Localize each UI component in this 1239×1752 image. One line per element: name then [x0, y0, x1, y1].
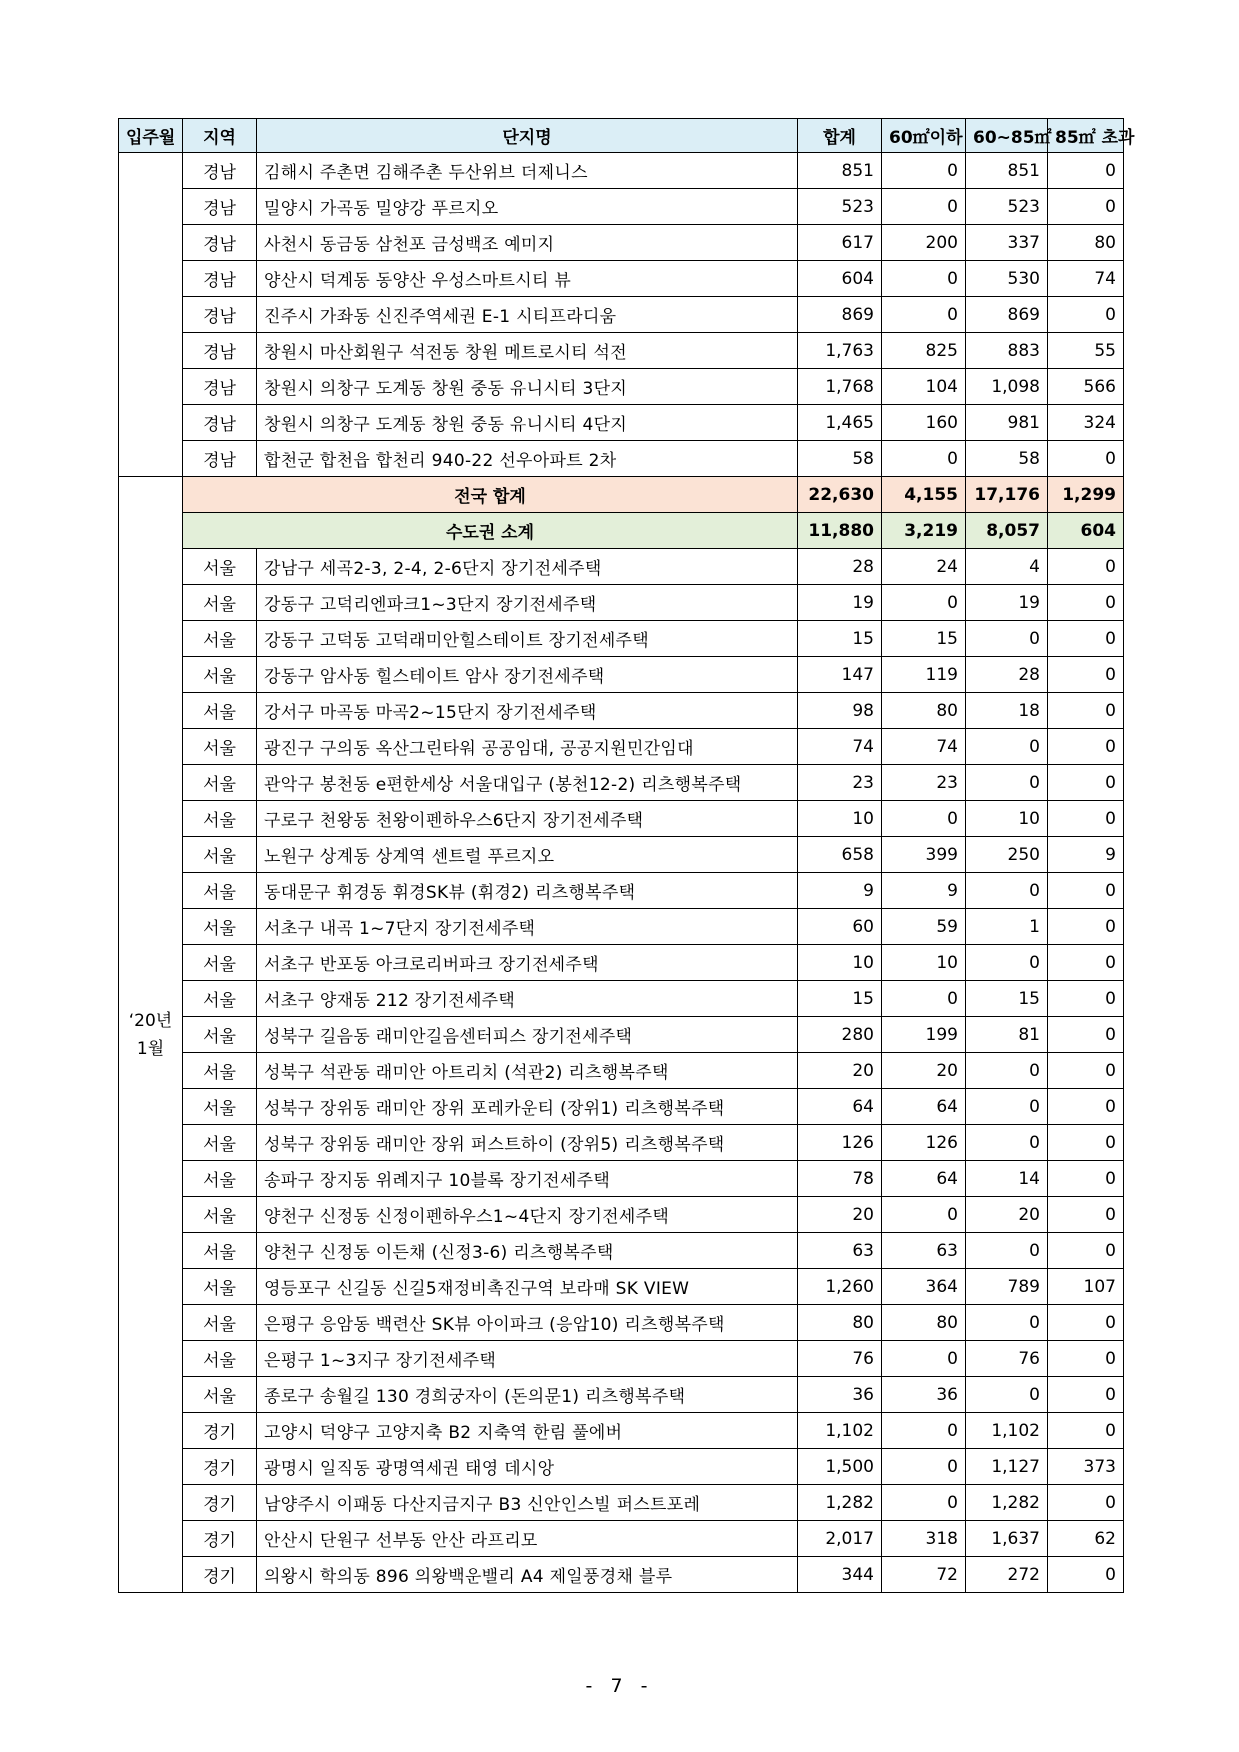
region-cell: 경기	[183, 1485, 257, 1521]
total-cell: 64	[798, 1089, 882, 1125]
mid-60-85-cell: 0	[966, 729, 1048, 765]
table-row	[119, 1449, 1124, 1485]
mid-60-85-cell: 789	[966, 1269, 1048, 1305]
complex-name-cell: 관악구 봉천동 e편한세상 서울대입구 (봉천12-2) 리츠행복주택	[257, 765, 798, 801]
under-60-cell: 15	[882, 621, 966, 657]
complex-name-cell: 남양주시 이패동 다산지금지구 B3 신안인스빌 퍼스트포레	[257, 1485, 798, 1521]
header-under-60: 60㎡이하	[882, 119, 966, 153]
under-60-cell: 0	[882, 981, 966, 1017]
over-85-cell: 0	[1048, 1161, 1124, 1197]
region-cell: 경기	[183, 1557, 257, 1593]
total-cell: 28	[798, 549, 882, 585]
region-cell: 서울	[183, 909, 257, 945]
table-row	[119, 1161, 1124, 1197]
complex-name-cell: 고양시 덕양구 고양지축 B2 지축역 한림 풀에버	[257, 1413, 798, 1449]
under-60-cell: 0	[882, 1449, 966, 1485]
complex-name-cell: 창원시 의창구 도계동 창원 중동 유니시티 3단지	[257, 369, 798, 405]
national-total-sum: 22,630	[798, 477, 882, 513]
region-cell: 경남	[183, 369, 257, 405]
table-row	[119, 225, 1124, 261]
table-row	[119, 1341, 1124, 1377]
mid-60-85-cell: 1	[966, 909, 1048, 945]
complex-name-cell: 동대문구 휘경동 휘경SK뷰 (휘경2) 리츠행복주택	[257, 873, 798, 909]
complex-name-cell: 구로구 천왕동 천왕이펜하우스6단지 장기전세주택	[257, 801, 798, 837]
under-60-cell: 80	[882, 693, 966, 729]
complex-name-cell: 성북구 장위동 래미안 장위 퍼스트하이 (장위5) 리츠행복주택	[257, 1125, 798, 1161]
region-cell: 경남	[183, 297, 257, 333]
over-85-cell: 0	[1048, 585, 1124, 621]
move-in-month-cell-empty	[119, 153, 183, 477]
over-85-cell: 0	[1048, 1485, 1124, 1521]
table-row	[119, 297, 1124, 333]
under-60-cell: 23	[882, 765, 966, 801]
mid-60-85-cell: 18	[966, 693, 1048, 729]
total-cell: 1,465	[798, 405, 882, 441]
mid-60-85-cell: 981	[966, 405, 1048, 441]
under-60-cell: 10	[882, 945, 966, 981]
total-cell: 869	[798, 297, 882, 333]
table-row	[119, 1197, 1124, 1233]
under-60-cell: 318	[882, 1521, 966, 1557]
complex-name-cell: 사천시 동금동 삼천포 금성백조 예미지	[257, 225, 798, 261]
under-60-cell: 80	[882, 1305, 966, 1341]
region-cell: 경남	[183, 153, 257, 189]
complex-name-cell: 성북구 장위동 래미안 장위 포레카운티 (장위1) 리츠행복주택	[257, 1089, 798, 1125]
under-60-cell: 399	[882, 837, 966, 873]
over-85-cell: 0	[1048, 153, 1124, 189]
under-60-cell: 64	[882, 1161, 966, 1197]
under-60-cell: 0	[882, 1413, 966, 1449]
over-85-cell: 0	[1048, 693, 1124, 729]
total-cell: 98	[798, 693, 882, 729]
mid-60-85-cell: 1,127	[966, 1449, 1048, 1485]
region-cell: 서울	[183, 765, 257, 801]
under-60-cell: 0	[882, 1485, 966, 1521]
complex-name-cell: 안산시 단원구 선부동 안산 라프리모	[257, 1521, 798, 1557]
table-row	[119, 153, 1124, 189]
table-row	[119, 1233, 1124, 1269]
table-row	[119, 1521, 1124, 1557]
region-cell: 서울	[183, 1053, 257, 1089]
total-cell: 15	[798, 621, 882, 657]
mid-60-85-cell: 1,102	[966, 1413, 1048, 1449]
complex-name-cell: 광진구 구의동 옥산그린타워 공공임대, 공공지원민간임대	[257, 729, 798, 765]
complex-name-cell: 양천구 신정동 신정이펜하우스1~4단지 장기전세주택	[257, 1197, 798, 1233]
header-complex-name: 단지명	[257, 119, 798, 153]
region-cell: 서울	[183, 1125, 257, 1161]
total-cell: 80	[798, 1305, 882, 1341]
table-row	[119, 1485, 1124, 1521]
national-total-under-60: 4,155	[882, 477, 966, 513]
under-60-cell: 24	[882, 549, 966, 585]
complex-name-cell: 서초구 내곡 1~7단지 장기전세주택	[257, 909, 798, 945]
table-row	[119, 585, 1124, 621]
over-85-cell: 0	[1048, 1377, 1124, 1413]
complex-name-cell: 은평구 응암동 백련산 SK뷰 아이파크 (응암10) 리츠행복주택	[257, 1305, 798, 1341]
under-60-cell: 0	[882, 189, 966, 225]
complex-name-cell: 합천군 합천읍 합천리 940-22 선우아파트 2차	[257, 441, 798, 477]
total-cell: 58	[798, 441, 882, 477]
table-row	[119, 1413, 1124, 1449]
under-60-cell: 0	[882, 585, 966, 621]
table-row	[119, 693, 1124, 729]
table-row	[119, 945, 1124, 981]
over-85-cell: 0	[1048, 1017, 1124, 1053]
capital-subtotal-row	[119, 513, 1124, 549]
over-85-cell: 0	[1048, 729, 1124, 765]
region-cell: 서울	[183, 1017, 257, 1053]
complex-name-cell: 양천구 신정동 이든채 (신정3-6) 리츠행복주택	[257, 1233, 798, 1269]
header-60-85: 60~85㎡	[966, 119, 1048, 153]
total-cell: 126	[798, 1125, 882, 1161]
region-cell: 경기	[183, 1413, 257, 1449]
total-cell: 280	[798, 1017, 882, 1053]
over-85-cell: 0	[1048, 801, 1124, 837]
region-cell: 서울	[183, 585, 257, 621]
under-60-cell: 126	[882, 1125, 966, 1161]
mid-60-85-cell: 851	[966, 153, 1048, 189]
table-row	[119, 909, 1124, 945]
over-85-cell: 0	[1048, 189, 1124, 225]
mid-60-85-cell: 15	[966, 981, 1048, 1017]
mid-60-85-cell: 76	[966, 1341, 1048, 1377]
complex-name-cell: 창원시 마산회원구 석전동 창원 메트로시티 석전	[257, 333, 798, 369]
total-cell: 15	[798, 981, 882, 1017]
total-cell: 1,763	[798, 333, 882, 369]
table-row	[119, 765, 1124, 801]
total-cell: 76	[798, 1341, 882, 1377]
national-total-row	[119, 477, 1124, 513]
section-previous-month	[119, 153, 1124, 477]
region-cell: 서울	[183, 1197, 257, 1233]
table-row	[119, 729, 1124, 765]
complex-name-cell: 진주시 가좌동 신진주역세권 E-1 시티프라디움	[257, 297, 798, 333]
header-region: 지역	[183, 119, 257, 153]
mid-60-85-cell: 1,098	[966, 369, 1048, 405]
national-total-over-85: 1,299	[1048, 477, 1124, 513]
table-row	[119, 873, 1124, 909]
region-cell: 서울	[183, 1233, 257, 1269]
region-cell: 서울	[183, 1089, 257, 1125]
under-60-cell: 199	[882, 1017, 966, 1053]
under-60-cell: 364	[882, 1269, 966, 1305]
total-cell: 20	[798, 1197, 882, 1233]
table-row	[119, 405, 1124, 441]
total-cell: 617	[798, 225, 882, 261]
complex-name-cell: 의왕시 학의동 896 의왕백운밸리 A4 제일풍경채 블루	[257, 1557, 798, 1593]
table-row	[119, 1053, 1124, 1089]
total-cell: 1,102	[798, 1413, 882, 1449]
over-85-cell: 0	[1048, 1557, 1124, 1593]
mid-60-85-cell: 0	[966, 765, 1048, 801]
total-cell: 147	[798, 657, 882, 693]
mid-60-85-cell: 28	[966, 657, 1048, 693]
complex-name-cell: 강남구 세곡2-3, 2-4, 2-6단지 장기전세주택	[257, 549, 798, 585]
region-cell: 경남	[183, 225, 257, 261]
region-cell: 서울	[183, 1377, 257, 1413]
under-60-cell: 20	[882, 1053, 966, 1089]
over-85-cell: 0	[1048, 1089, 1124, 1125]
page-number: - 7 -	[585, 1675, 654, 1697]
table-row	[119, 837, 1124, 873]
complex-name-cell: 노원구 상계동 상계역 센트럴 푸르지오	[257, 837, 798, 873]
mid-60-85-cell: 530	[966, 261, 1048, 297]
mid-60-85-cell: 10	[966, 801, 1048, 837]
under-60-cell: 63	[882, 1233, 966, 1269]
under-60-cell: 0	[882, 153, 966, 189]
under-60-cell: 0	[882, 1341, 966, 1377]
total-cell: 523	[798, 189, 882, 225]
table-row	[119, 981, 1124, 1017]
mid-60-85-cell: 0	[966, 1233, 1048, 1269]
region-cell: 서울	[183, 693, 257, 729]
under-60-cell: 0	[882, 261, 966, 297]
over-85-cell: 0	[1048, 945, 1124, 981]
region-cell: 서울	[183, 945, 257, 981]
region-cell: 서울	[183, 549, 257, 585]
over-85-cell: 0	[1048, 621, 1124, 657]
over-85-cell: 0	[1048, 297, 1124, 333]
table-row	[119, 801, 1124, 837]
total-cell: 20	[798, 1053, 882, 1089]
region-cell: 서울	[183, 1161, 257, 1197]
total-cell: 63	[798, 1233, 882, 1269]
mid-60-85-cell: 869	[966, 297, 1048, 333]
over-85-cell: 55	[1048, 333, 1124, 369]
capital-subtotal-label: 수도권 소계	[183, 513, 798, 549]
housing-completion-table	[118, 118, 1135, 1593]
region-cell: 서울	[183, 801, 257, 837]
complex-name-cell: 영등포구 신길동 신길5재정비촉진구역 보라매 SK VIEW	[257, 1269, 798, 1305]
mid-60-85-cell: 272	[966, 1557, 1048, 1593]
total-cell: 1,282	[798, 1485, 882, 1521]
mid-60-85-cell: 1,282	[966, 1485, 1048, 1521]
over-85-cell: 0	[1048, 909, 1124, 945]
region-cell: 서울	[183, 873, 257, 909]
region-cell: 서울	[183, 1269, 257, 1305]
over-85-cell: 9	[1048, 837, 1124, 873]
table-row	[119, 549, 1124, 585]
mid-60-85-cell: 883	[966, 333, 1048, 369]
total-cell: 344	[798, 1557, 882, 1593]
total-cell: 36	[798, 1377, 882, 1413]
mid-60-85-cell: 1,637	[966, 1521, 1048, 1557]
under-60-cell: 0	[882, 297, 966, 333]
complex-name-cell: 서초구 양재동 212 장기전세주택	[257, 981, 798, 1017]
total-cell: 60	[798, 909, 882, 945]
table-row	[119, 1125, 1124, 1161]
over-85-cell: 0	[1048, 549, 1124, 585]
under-60-cell: 59	[882, 909, 966, 945]
over-85-cell: 0	[1048, 1305, 1124, 1341]
mid-60-85-cell: 20	[966, 1197, 1048, 1233]
total-cell: 1,768	[798, 369, 882, 405]
table-row	[119, 1089, 1124, 1125]
under-60-cell: 825	[882, 333, 966, 369]
region-cell: 서울	[183, 1305, 257, 1341]
complex-name-cell: 은평구 1~3지구 장기전세주택	[257, 1341, 798, 1377]
under-60-cell: 9	[882, 873, 966, 909]
region-cell: 경남	[183, 189, 257, 225]
region-cell: 경남	[183, 441, 257, 477]
over-85-cell: 0	[1048, 1341, 1124, 1377]
complex-name-cell: 창원시 의창구 도계동 창원 중동 유니시티 4단지	[257, 405, 798, 441]
mid-60-85-cell: 337	[966, 225, 1048, 261]
total-cell: 851	[798, 153, 882, 189]
over-85-cell: 0	[1048, 441, 1124, 477]
region-cell: 서울	[183, 837, 257, 873]
mid-60-85-cell: 4	[966, 549, 1048, 585]
total-cell: 23	[798, 765, 882, 801]
complex-name-cell: 강동구 고덕리엔파크1~3단지 장기전세주택	[257, 585, 798, 621]
header-move-in-month: 입주월	[119, 119, 183, 153]
region-cell: 서울	[183, 729, 257, 765]
mid-60-85-cell: 0	[966, 1125, 1048, 1161]
over-85-cell: 62	[1048, 1521, 1124, 1557]
over-85-cell: 0	[1048, 1413, 1124, 1449]
complex-name-cell: 성북구 석관동 래미안 아트리치 (석관2) 리츠행복주택	[257, 1053, 798, 1089]
over-85-cell: 0	[1048, 1233, 1124, 1269]
over-85-cell: 0	[1048, 1197, 1124, 1233]
complex-name-cell: 광명시 일직동 광명역세권 태영 데시앙	[257, 1449, 798, 1485]
header-row	[119, 119, 1124, 153]
table-row	[119, 1269, 1124, 1305]
move-in-month-cell: ‘20년 1월	[119, 477, 183, 1593]
total-cell: 10	[798, 945, 882, 981]
total-cell: 658	[798, 837, 882, 873]
mid-60-85-cell: 58	[966, 441, 1048, 477]
complex-name-cell: 강동구 고덕동 고덕래미안힐스테이트 장기전세주택	[257, 621, 798, 657]
complex-name-cell: 성북구 길음동 래미안길음센터피스 장기전세주택	[257, 1017, 798, 1053]
over-85-cell: 0	[1048, 657, 1124, 693]
under-60-cell: 200	[882, 225, 966, 261]
capital-subtotal-60-85: 8,057	[966, 513, 1048, 549]
complex-name-cell: 서초구 반포동 아크로리버파크 장기전세주택	[257, 945, 798, 981]
over-85-cell: 566	[1048, 369, 1124, 405]
region-cell: 서울	[183, 981, 257, 1017]
header-total: 합계	[798, 119, 882, 153]
region-cell: 경기	[183, 1449, 257, 1485]
table-row	[119, 261, 1124, 297]
total-cell: 19	[798, 585, 882, 621]
mid-60-85-cell: 523	[966, 189, 1048, 225]
over-85-cell: 107	[1048, 1269, 1124, 1305]
under-60-cell: 36	[882, 1377, 966, 1413]
national-total-label: 전국 합계	[183, 477, 798, 513]
under-60-cell: 119	[882, 657, 966, 693]
total-cell: 604	[798, 261, 882, 297]
mid-60-85-cell: 14	[966, 1161, 1048, 1197]
over-85-cell: 0	[1048, 873, 1124, 909]
under-60-cell: 0	[882, 1197, 966, 1233]
complex-name-cell: 송파구 장지동 위례지구 10블록 장기전세주택	[257, 1161, 798, 1197]
region-cell: 경남	[183, 333, 257, 369]
total-cell: 9	[798, 873, 882, 909]
table-row	[119, 189, 1124, 225]
total-cell: 74	[798, 729, 882, 765]
mid-60-85-cell: 0	[966, 873, 1048, 909]
over-85-cell: 80	[1048, 225, 1124, 261]
total-cell: 78	[798, 1161, 882, 1197]
region-cell: 경남	[183, 405, 257, 441]
mid-60-85-cell: 0	[966, 1377, 1048, 1413]
under-60-cell: 0	[882, 441, 966, 477]
region-cell: 서울	[183, 1341, 257, 1377]
total-cell: 1,500	[798, 1449, 882, 1485]
under-60-cell: 0	[882, 801, 966, 837]
over-85-cell: 373	[1048, 1449, 1124, 1485]
region-cell: 경기	[183, 1521, 257, 1557]
table-row	[119, 1377, 1124, 1413]
over-85-cell: 0	[1048, 981, 1124, 1017]
mid-60-85-cell: 19	[966, 585, 1048, 621]
complex-name-cell: 강동구 암사동 힐스테이트 암사 장기전세주택	[257, 657, 798, 693]
region-cell: 경남	[183, 261, 257, 297]
capital-subtotal-over-85: 604	[1048, 513, 1124, 549]
under-60-cell: 104	[882, 369, 966, 405]
over-85-cell: 324	[1048, 405, 1124, 441]
mid-60-85-cell: 0	[966, 1053, 1048, 1089]
under-60-cell: 74	[882, 729, 966, 765]
mid-60-85-cell: 0	[966, 945, 1048, 981]
over-85-cell: 0	[1048, 765, 1124, 801]
under-60-cell: 72	[882, 1557, 966, 1593]
mid-60-85-cell: 0	[966, 621, 1048, 657]
complex-name-cell: 강서구 마곡동 마곡2~15단지 장기전세주택	[257, 693, 798, 729]
complex-name-cell: 종로구 송월길 130 경희궁자이 (돈의문1) 리츠행복주택	[257, 1377, 798, 1413]
national-total-60-85: 17,176	[966, 477, 1048, 513]
mid-60-85-cell: 81	[966, 1017, 1048, 1053]
mid-60-85-cell: 250	[966, 837, 1048, 873]
table-row	[119, 1557, 1124, 1593]
over-85-cell: 0	[1048, 1053, 1124, 1089]
total-cell: 10	[798, 801, 882, 837]
table-row	[119, 369, 1124, 405]
header-over-85: 85㎡ 초과	[1048, 119, 1124, 153]
table-row	[119, 1017, 1124, 1053]
table-row	[119, 441, 1124, 477]
section-jan-2020	[119, 477, 1124, 1593]
total-cell: 1,260	[798, 1269, 882, 1305]
table-row	[119, 621, 1124, 657]
over-85-cell: 74	[1048, 261, 1124, 297]
region-cell: 서울	[183, 621, 257, 657]
table-row	[119, 333, 1124, 369]
complex-name-cell: 김해시 주촌면 김해주촌 두산위브 더제니스	[257, 153, 798, 189]
under-60-cell: 64	[882, 1089, 966, 1125]
capital-subtotal-under-60: 3,219	[882, 513, 966, 549]
total-cell: 2,017	[798, 1521, 882, 1557]
mid-60-85-cell: 0	[966, 1305, 1048, 1341]
mid-60-85-cell: 0	[966, 1089, 1048, 1125]
capital-subtotal-sum: 11,880	[798, 513, 882, 549]
under-60-cell: 160	[882, 405, 966, 441]
complex-name-cell: 밀양시 가곡동 밀양강 푸르지오	[257, 189, 798, 225]
table-row	[119, 1305, 1124, 1341]
table-row	[119, 657, 1124, 693]
region-cell: 서울	[183, 657, 257, 693]
complex-name-cell: 양산시 덕계동 동양산 우성스마트시티 뷰	[257, 261, 798, 297]
over-85-cell: 0	[1048, 1125, 1124, 1161]
